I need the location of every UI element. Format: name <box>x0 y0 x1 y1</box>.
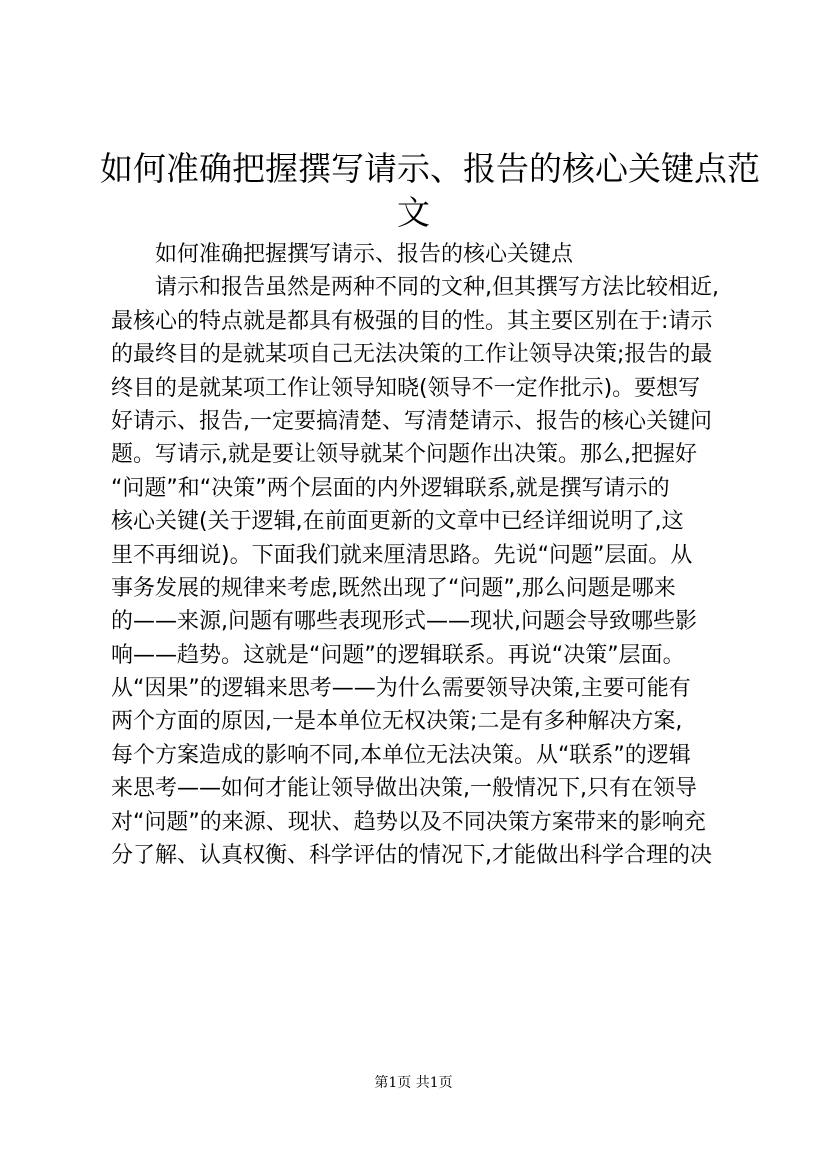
paragraph-line: 对“问题”的来源、现状、趋势以及不同决策方案带来的影响充 <box>111 809 706 835</box>
page-footer <box>0 1072 827 1092</box>
paragraph-line: 核心关键(关于逻辑,在前面更新的文章中已经详细说明了,这 <box>111 509 684 535</box>
paragraph-line: 每个方案造成的影响不同,本单位无法决策。从“联系”的逻辑 <box>111 742 691 768</box>
paragraph-line: 分了解、认真权衡、科学评估的情况下,才能做出科学合理的决 <box>111 843 712 869</box>
paragraph-line: 的——来源,问题有哪些表现形式——现状,问题会导致哪些影 <box>111 609 697 635</box>
document-title <box>100 147 760 235</box>
title-line: 文 <box>397 193 430 232</box>
paragraph-line: 终目的是就某项工作让领导知晓(领导不一定作批示)。要想写 <box>111 375 701 401</box>
paragraph-line: 从“因果”的逻辑来思考——为什么需要领导决策,主要可能有 <box>111 676 691 702</box>
paragraph-line: 来思考——如何才能让领导做出决策,一般情况下,只有在领导 <box>111 776 697 802</box>
title-line: 如何准确把握撰写请示、报告的核心关键点范 <box>100 149 760 188</box>
paragraph-line: 好请示、报告,一定要搞清楚、写清楚请示、报告的核心关键问 <box>111 408 712 434</box>
paragraph-line: 题。写请示,就是要让领导就某个问题作出决策。那么,把握好 <box>111 442 697 468</box>
document-subtitle: 如何准确把握撰写请示、报告的核心关键点 <box>155 242 574 267</box>
paragraph-line: “问题”和“决策”两个层面的内外逻辑联系,就是撰写请示的 <box>111 475 670 501</box>
paragraph-line: 两个方面的原因,一是本单位无权决策;二是有多种解决方案, <box>111 709 683 735</box>
paragraph-line: 请示和报告虽然是两种不同的文种,但其撰写方法比较相近, <box>155 275 719 301</box>
page-number: 第1页 共1页 <box>374 1075 453 1091</box>
document-body <box>111 238 721 872</box>
paragraph-line: 响——趋势。这就是“问题”的逻辑联系。再说“决策”层面。 <box>111 642 685 668</box>
paragraph-line: 事务发展的规律来考虑,既然出现了“问题”,那么问题是哪来 <box>111 575 676 601</box>
paragraph-line: 的最终目的是就某项自己无法决策的工作让领导决策;报告的最 <box>111 342 713 368</box>
paragraph-line: 里不再细说)。下面我们就来厘清思路。先说“问题”层面。从 <box>111 542 693 568</box>
paragraph-line: 最核心的特点就是都具有极强的目的性。其主要区别在于:请示 <box>111 308 713 334</box>
